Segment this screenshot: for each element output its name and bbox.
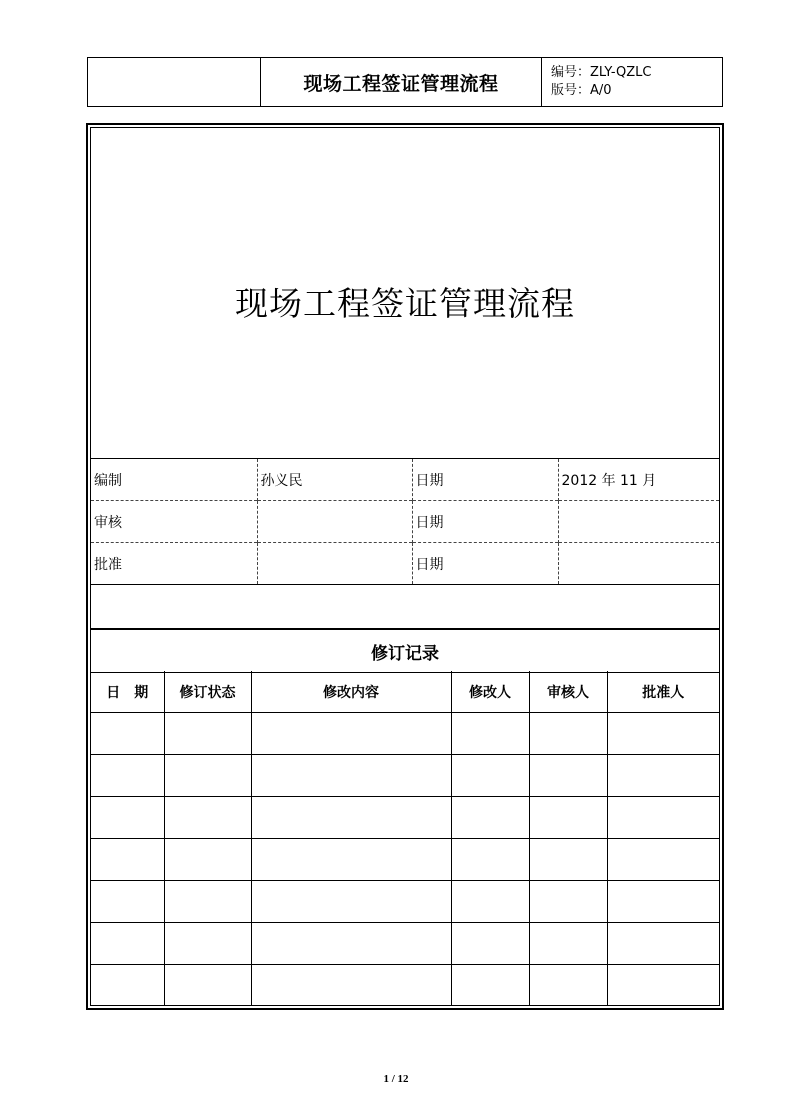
revision-cell <box>164 839 251 881</box>
revision-cell <box>607 755 719 797</box>
revision-cell <box>451 881 529 923</box>
header-code: 编号：ZLY-QZLC <box>551 65 652 80</box>
revision-cell <box>91 797 164 839</box>
page-number: 1 / 12 <box>383 1073 409 1085</box>
cover-frame <box>86 123 724 1010</box>
revision-cell <box>607 965 719 1007</box>
revision-cell <box>251 923 451 965</box>
signoff-date-value <box>558 543 719 585</box>
revision-title: 修订记录 <box>91 628 719 673</box>
revision-body <box>91 713 719 1007</box>
revision-cell <box>91 713 164 755</box>
revision-cell <box>529 923 607 965</box>
header-logo-cell <box>88 58 261 106</box>
revision-header-row <box>91 671 719 713</box>
col-content: 修改内容 <box>251 671 451 713</box>
revision-cell <box>607 797 719 839</box>
blank-row <box>91 584 719 627</box>
revision-cell <box>251 797 451 839</box>
revision-cell <box>91 839 164 881</box>
revision-cell <box>607 839 719 881</box>
revision-cell <box>451 755 529 797</box>
signoff-value <box>257 501 412 543</box>
signoff-date-label: 日期 <box>412 459 558 501</box>
document-title: 现场工程签证管理流程 <box>235 284 575 323</box>
page-header <box>87 57 723 107</box>
signoff-date-label: 日期 <box>412 543 558 585</box>
revision-cell <box>529 797 607 839</box>
revision-row <box>91 923 719 965</box>
revision-cell <box>451 713 529 755</box>
revision-cell <box>164 713 251 755</box>
cover-frame-inner <box>90 127 720 1006</box>
revision-row <box>91 965 719 1007</box>
revision-cell <box>164 797 251 839</box>
revision-cell <box>529 965 607 1007</box>
header-title: 现场工程签证管理流程 <box>261 58 542 106</box>
header-version: 版号：A/0 <box>551 83 612 98</box>
col-status: 修订状态 <box>164 671 251 713</box>
revision-row <box>91 713 719 755</box>
revision-row <box>91 881 719 923</box>
revision-cell <box>164 965 251 1007</box>
revision-cell <box>607 923 719 965</box>
signoff-label: 编制 <box>91 459 257 501</box>
col-approver: 批准人 <box>607 671 719 713</box>
revision-cell <box>451 839 529 881</box>
signoff-label: 批准 <box>91 543 257 585</box>
signoff-table <box>91 458 719 584</box>
revision-row <box>91 755 719 797</box>
revision-cell <box>164 881 251 923</box>
signoff-label: 审核 <box>91 501 257 543</box>
header-meta <box>542 58 722 106</box>
revision-cell <box>251 965 451 1007</box>
revision-cell <box>451 965 529 1007</box>
col-reviewer: 审核人 <box>529 671 607 713</box>
revision-cell <box>91 881 164 923</box>
signoff-row <box>91 459 719 501</box>
revision-cell <box>529 839 607 881</box>
col-modifier: 修改人 <box>451 671 529 713</box>
signoff-date-label: 日期 <box>412 501 558 543</box>
revision-cell <box>451 797 529 839</box>
revision-cell <box>607 713 719 755</box>
revision-cell <box>251 839 451 881</box>
revision-cell <box>451 923 529 965</box>
signoff-row <box>91 543 719 585</box>
signoff-row <box>91 501 719 543</box>
revision-cell <box>164 923 251 965</box>
revision-cell <box>251 713 451 755</box>
signoff-value <box>257 543 412 585</box>
revision-cell <box>607 881 719 923</box>
signoff-date-value: 2012 年 11 月 <box>558 459 719 501</box>
revision-cell <box>91 755 164 797</box>
revision-cell <box>164 755 251 797</box>
revision-cell <box>91 923 164 965</box>
revision-cell <box>529 755 607 797</box>
revision-table <box>91 671 719 1006</box>
col-date: 日 期 <box>91 671 164 713</box>
revision-cell <box>251 881 451 923</box>
revision-cell <box>529 881 607 923</box>
revision-row <box>91 797 719 839</box>
revision-row <box>91 839 719 881</box>
signoff-date-value <box>558 501 719 543</box>
revision-cell <box>251 755 451 797</box>
revision-cell <box>91 965 164 1007</box>
revision-cell <box>529 713 607 755</box>
signoff-value: 孙义民 <box>257 459 412 501</box>
